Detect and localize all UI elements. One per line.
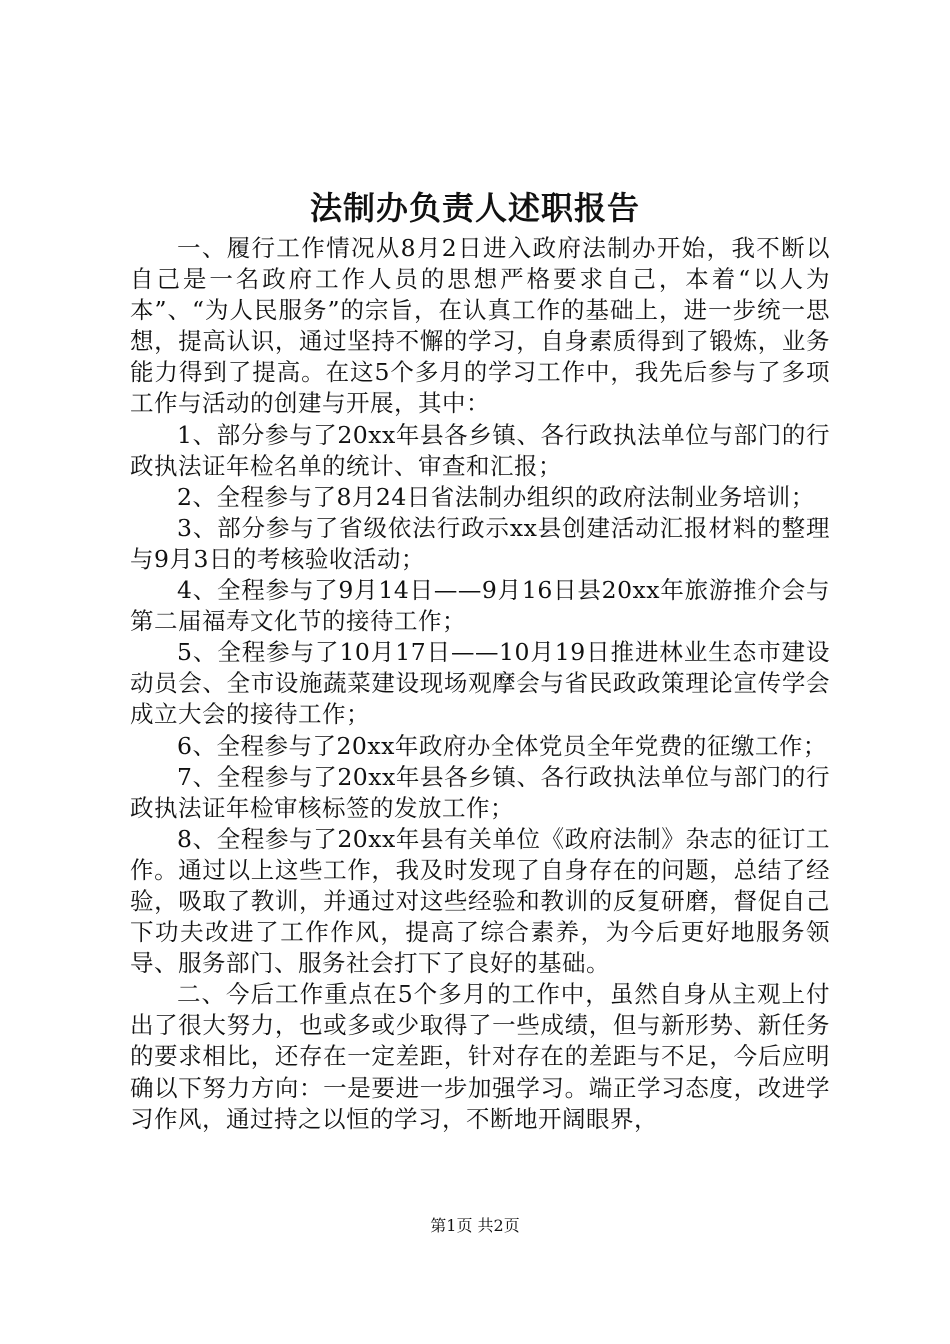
paragraph-2: 1、部分参与了20xx年县各乡镇、各行政执法单位与部门的行政执法证年检名单的统计、审查和汇报；	[130, 420, 830, 480]
paragraph-7: 6、全程参与了20xx年政府办全体党员全年党费的征缴工作；	[177, 731, 827, 760]
page-number-footer: 第1页 共2页	[430, 1216, 520, 1235]
paragraph-10: 二、今后工作重点在5个多月的工作中，虽然自身从主观上付出了很大努力，也或多或少取得了一些成绩，但与新形势、新任务的要求相比，还存在一定差距，针对存在的差距与不足，今后应明确以下努力方向：一是要进一步加强学习。端正学习态度，改进学习作风，通过持之以恒的学习，不断地开阔眼界，	[130, 980, 830, 1133]
paragraph-4: 3、部分参与了省级依法行政示xx县创建活动汇报材料的整理与9月3日的考核验收活动；	[130, 513, 830, 573]
paragraph-3: 2、全程参与了8月24日省法制办组织的政府法制业务培训；	[177, 482, 815, 511]
paragraph-5: 4、全程参与了9月14日——9月16日县20xx年旅游推介会与第二届福寿文化节的接待工作；	[130, 576, 830, 636]
paragraph-8: 7、全程参与了20xx年县各乡镇、各行政执法单位与部门的行政执法证年检审核标签的发放工作；	[130, 762, 830, 822]
paragraph-6: 5、全程参与了10月17日——10月19日推进林业生态市建设动员会、全市设施蔬菜建设现场观摩会与省民政政策理论宣传学会成立大会的接待工作；	[130, 638, 830, 729]
paragraph-1: 一、履行工作情况从8月2日进入政府法制办开始，我不断以自己是一名政府工作人员的思想严格要求自己，本着“以人为本”、“为人民服务”的宗旨，在认真工作的基础上，进一步统一思想，提高认识，通过坚持不懈的学习，自身素质得到了锻炼，业务能力得到了提高。在这5个多月的学习工作中，我先后参与了多项工作与活动的创建与开展，其中：	[130, 234, 830, 418]
paragraph-9: 8、全程参与了20xx年县有关单位《政府法制》杂志的征订工作。通过以上这些工作，我及时发现了自身存在的问题，总结了经验，吸取了教训，并通过对这些经验和教训的反复研磨，督促自己下功夫改进了工作作风，提高了综合素养，为今后更好地服务领导、服务部门、服务社会打下了良好的基础。	[130, 824, 830, 978]
document-title: 法制办负责人述职报告	[309, 189, 640, 227]
document-body	[130, 233, 830, 1135]
